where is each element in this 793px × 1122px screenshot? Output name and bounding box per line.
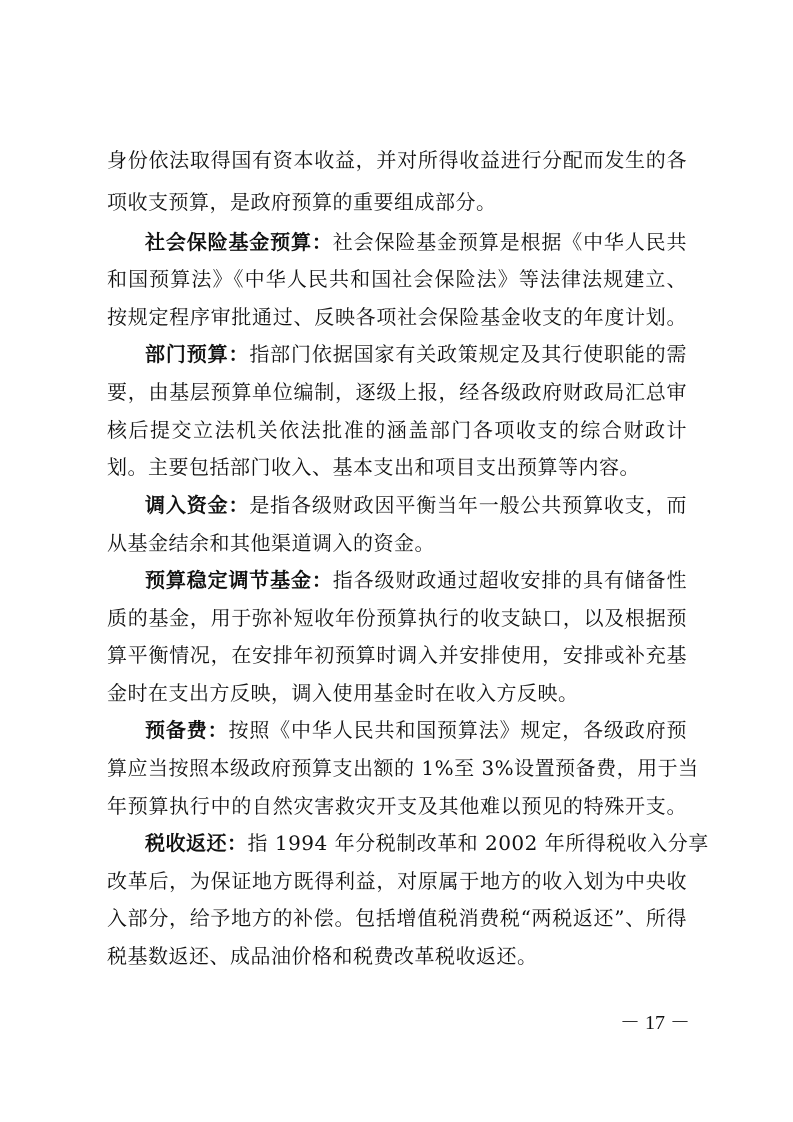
- paragraph-first-line: [145, 563, 687, 597]
- term-heading: 预备费：: [145, 718, 229, 742]
- paragraph-text: 是指各级财政因平衡当年一般公共预算收支，而: [249, 493, 688, 517]
- term-heading: 预算稳定调节基金：: [145, 568, 333, 592]
- paragraph-line: 身份依法取得国有资本收益，并对所得收益进行分配而发生的各: [107, 148, 687, 172]
- paragraph-first-line: [145, 488, 687, 522]
- paragraph-line: 质的基金，用于弥补短收年份预算执行的收支缺口，以及根据预: [107, 606, 687, 630]
- paragraph-line: 税基数返还、成品油价格和税费改革税收返还。: [107, 944, 538, 968]
- paragraph-line: 项收支预算，是政府预算的重要组成部分。: [107, 190, 497, 214]
- paragraph-text: 指部门依据国家有关政策规定及其行使职能的需: [249, 342, 688, 366]
- paragraph-text: 社会保险基金预算是根据《中华人民共: [332, 230, 688, 254]
- paragraph-line: 入部分，给予地方的补偿。包括增值税消费税“两税返还”、所得: [107, 906, 687, 930]
- paragraph-first-line: [145, 225, 687, 259]
- paragraph-line: 算平衡情况，在安排年初预算时调入并安排使用，安排或补充基: [107, 643, 687, 667]
- paragraph-line: 核后提交立法机关依法批准的涵盖部门各项收支的综合财政计: [107, 418, 687, 442]
- paragraph-line: 按规定程序审批通过、反映各项社会保险基金收支的年度计划。: [107, 305, 687, 329]
- paragraph-line: 要，由基层预算单位编制，逐级上报，经各级政府财政局汇总审: [107, 380, 687, 404]
- paragraph-first-line: [145, 826, 709, 860]
- paragraph-first-line: [145, 337, 687, 371]
- paragraph-line: 年预算执行中的自然灾害救灾开支及其他难以预见的特殊开支。: [107, 794, 687, 818]
- paragraph-line: 金时在支出方反映，调入使用基金时在收入方反映。: [107, 681, 579, 705]
- paragraph-line: 改革后，为保证地方既得利益，对原属于地方的收入划为中央收: [107, 869, 687, 893]
- paragraph-first-line: [145, 713, 687, 747]
- paragraph-line: 从基金结余和其他渠道调入的资金。: [107, 531, 435, 555]
- term-heading: 社会保险基金预算：: [145, 230, 333, 254]
- paragraph-text: 按照《中华人民共和国预算法》规定，各级政府预: [228, 718, 688, 742]
- term-heading: 调入资金：: [145, 493, 250, 517]
- term-heading: 税收返还：: [145, 831, 248, 855]
- paragraph-text: 指各级财政通过超收安排的具有储备性: [332, 568, 688, 592]
- paragraph-line: 和国预算法》《中华人民共和国社会保险法》等法律法规建立、: [107, 267, 687, 291]
- page-number: － 17 －: [620, 1012, 690, 1034]
- term-heading: 部门预算：: [145, 342, 250, 366]
- paragraph-text: 指 1994 年分税制改革和 2002 年所得税收入分享: [247, 831, 709, 855]
- paragraph-line: 算应当按照本级政府预算支出额的 1%至 3%设置预备费，用于当: [107, 756, 699, 780]
- paragraph-line: 划。主要包括部门收入、基本支出和项目支出预算等内容。: [107, 455, 640, 479]
